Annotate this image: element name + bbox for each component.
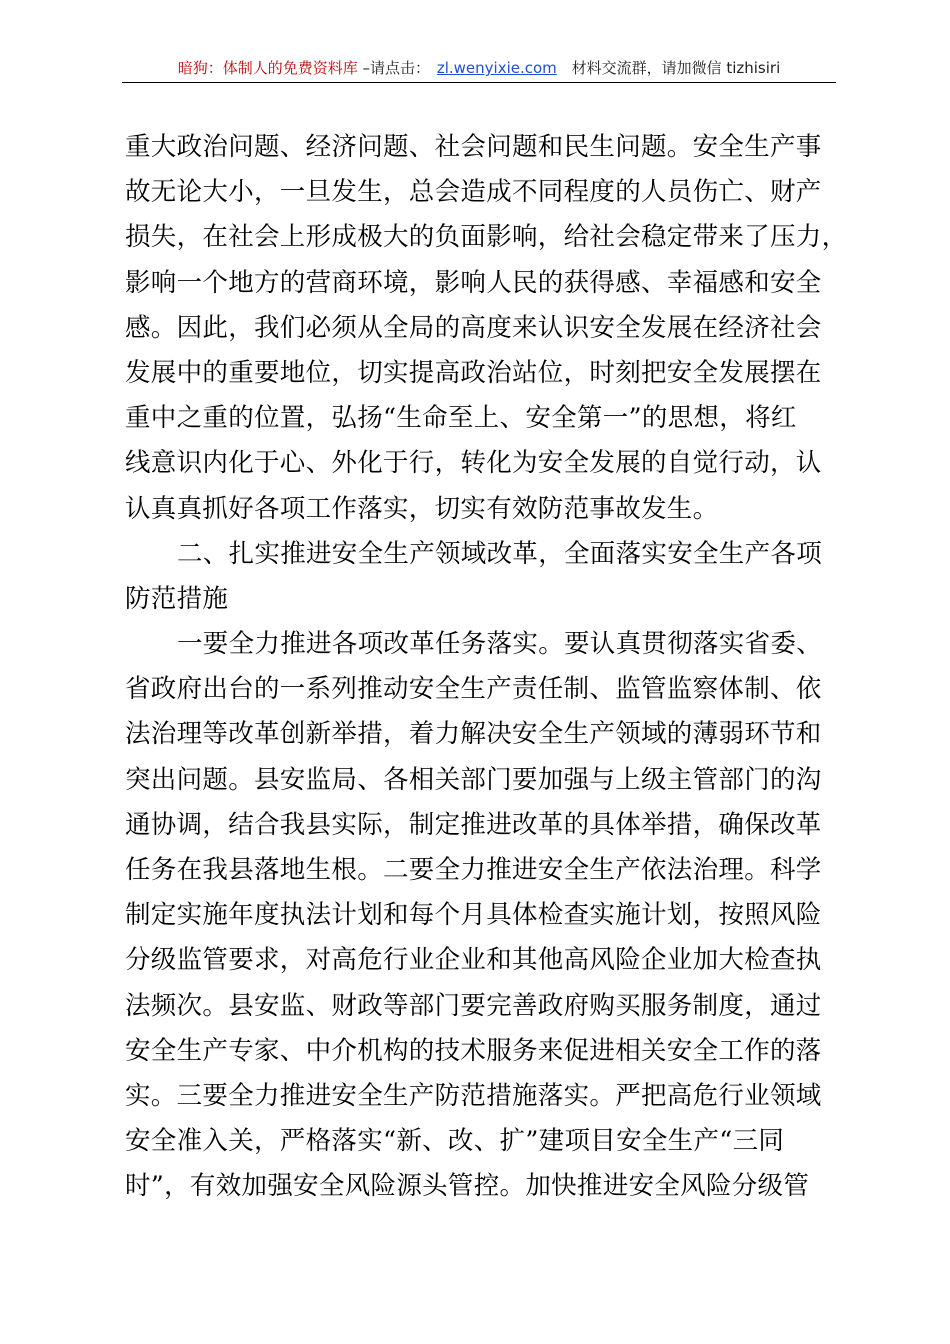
- text-line: 分级监管要求，对高危行业企业和其他高风险企业加大检查执: [125, 945, 822, 976]
- text-line: 故无论大小，一旦发生，总会造成不同程度的人员伤亡、财产: [125, 177, 822, 208]
- text-line: 损失，在社会上形成极大的负面影响，给社会稳定带来了压力，: [125, 222, 848, 253]
- text-line: 一要全力推进各项改革任务落实。要认真贯彻落实省委、: [177, 629, 823, 660]
- page-header: [122, 56, 836, 80]
- text-line: 重中之重的位置，弘扬“生命至上、安全第一”的思想，将红: [125, 403, 797, 434]
- text-line: 省政府出台的一系列推动安全生产责任制、监管监察体制、依: [125, 674, 822, 705]
- text-line: 线意识内化于心、外化于行，转化为安全发展的自觉行动，认: [125, 448, 822, 479]
- header-link[interactable]: zl.wenyixie.com: [436, 59, 557, 77]
- text-line: 法治理等改革创新举措，着力解决安全生产领域的薄弱环节和: [125, 719, 822, 750]
- text-line: 感。因此，我们必须从全局的高度来认识安全发展在经济社会: [125, 312, 822, 343]
- text-line: 突出问题。县安监局、各相关部门要加强与上级主管部门的沟: [125, 764, 822, 795]
- text-line: 时”，有效加强安全风险源头管控。加快推进安全风险分级管: [125, 1171, 810, 1202]
- text-line: 二、扎实推进安全生产领域改革，全面落实安全生产各项: [177, 538, 823, 569]
- header-brand: 暗狗：体制人的免费资料库: [177, 59, 358, 77]
- document-body: [125, 125, 848, 1210]
- text-line: 安全生产专家、中介机构的技术服务来促进相关安全工作的落: [125, 1035, 822, 1066]
- text-line: 任务在我县落地生根。二要全力推进安全生产依法治理。科学: [125, 855, 822, 885]
- header-prompt: –请点击：: [362, 59, 431, 77]
- header-divider: [122, 82, 836, 83]
- text-line: 通协调，结合我县实际，制定推进改革的具体举措，确保改革: [125, 809, 822, 840]
- text-line: 安全准入关，严格落实“新、改、扩”建项目安全生产“三同: [125, 1126, 785, 1157]
- text-line: 法频次。县安监、财政等部门要完善政府购买服务制度，通过: [125, 990, 822, 1021]
- text-line: 发展中的重要地位，切实提高政治站位，时刻把安全发展摆在: [125, 357, 822, 388]
- text-line: 重大政治问题、经济问题、社会问题和民生问题。安全生产事: [125, 132, 822, 162]
- text-line: 影响一个地方的营商环境，影响人民的获得感、幸福感和安全: [125, 267, 822, 298]
- text-line: 防范措施: [125, 583, 229, 614]
- text-line: 实。三要全力推进安全生产防范措施落实。严把高危行业领域: [125, 1080, 822, 1111]
- header-wechat: 材料交流群，请加微信 tizhisiri: [571, 59, 781, 77]
- text-line: 制定实施年度执法计划和每个月具体检查实施计划，按照风险: [125, 900, 822, 931]
- text-line: 认真真抓好各项工作落实，切实有效防范事故发生。: [125, 493, 719, 524]
